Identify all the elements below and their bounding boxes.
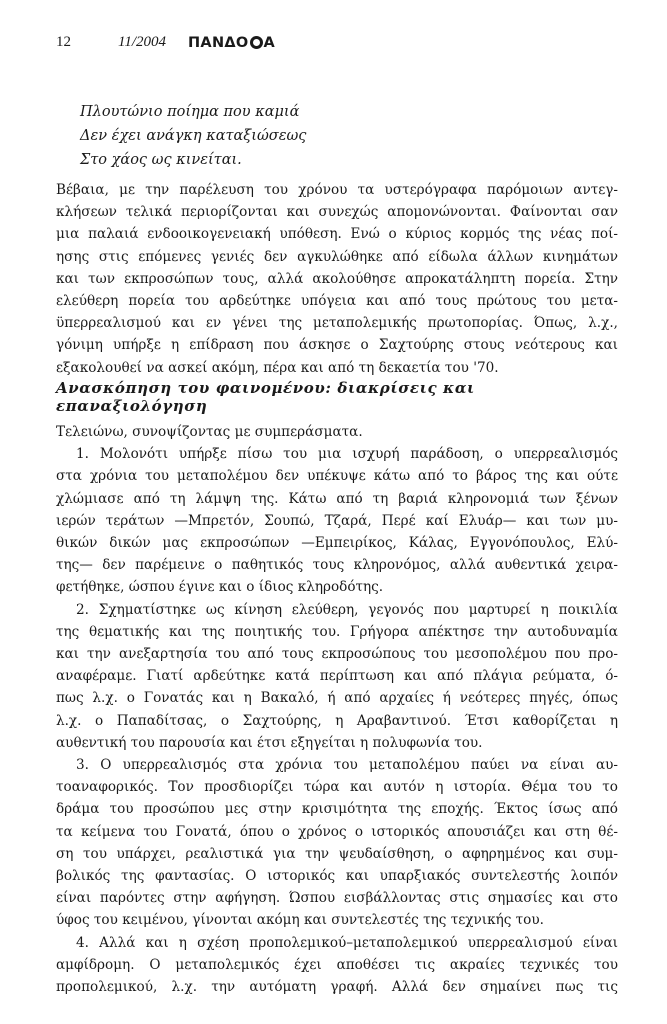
text-line: πως λ.χ. ο Γονατάς και η Βακαλό, ή από αρχαίες ή νεότερες πηγές, όπως (56, 690, 618, 707)
text-line: λ.χ. ο Παπαδίτσας, ο Σαχτούρης, η Αραβαντινού. Έτσι καθορίζεται η (56, 712, 618, 729)
poem-line: Πλουτώνιο ποίημα που καμιά (80, 104, 300, 120)
text-line: ιερών τεράτων —Μπρετόν, Σουπώ, Τζαρά, Περέ καί Ελυάρ— και των μυ- (56, 512, 618, 529)
text-line: της θεματικής και της ποιητικής του. Γρήγορα απέκτησε την αυτοδυναμία (56, 623, 618, 640)
text-line: τα κείμενα του Γονατά, όπου ο χρόνος ο ιστορικός απουσιάζει και στη θέ- (56, 823, 618, 840)
text-line: αυθεντική του παρουσία και έτσι εξηγείται η πολυφωνία του. (56, 734, 483, 751)
logo-ring-icon (250, 36, 263, 49)
text-line: στα χρόνια του μεταπολέμου δεν υπέκυψε κάτω από το βάρος της και ούτε (56, 468, 618, 485)
text-line: εξακολουθεί να ασκεί ακόμη, πέρα και από τη δεκαετία του '70. (56, 359, 499, 376)
text-line: είναι παρόντες στην αφήγηση. Ώσπου εισβάλλοντας στις σημασίες και στο (56, 890, 618, 907)
text-line: ησης στις επόμενες γενιές δεν αγκυλώθηκε από είδωλα άλλων κινημάτων (56, 248, 618, 265)
text-line: Βέβαια, με την παρέλευση του χρόνου τα υστερόγραφα παρόμοιων αντεγ- (56, 182, 618, 198)
paragraph-1 (56, 179, 618, 379)
text-line: δράμα του προσώπου μες στην κρισιμότητα της εποχής. Έκτος ίσως από (56, 801, 618, 818)
text-line: 4. Αλλά και η σχέση προπολεμικού–μεταπολεμικού υπερρεαλισμού είναι (76, 934, 618, 951)
text-line: και την ανεξαρτησία του από τους εκπροσώπους του μεσοπολέμου που προ- (56, 646, 618, 663)
poem-line: Δεν έχει ανάγκη καταξιώσεως (80, 128, 307, 144)
text-line: αναφέραμε. Γιατί αρδεύτηκε κατά περίπτωση και από πλάγια ρεύματα, ό- (56, 668, 618, 685)
issue-label: 11/2004 (118, 34, 167, 50)
text-line: κλήσεων τελικά περιορίζονται και συνεχώς απομονώνονται. Φαίνονται σαν (56, 204, 618, 221)
magazine-name-part-1: ΠΑΝΔΟ (188, 34, 249, 51)
poem-quote (80, 100, 306, 172)
text-line: και των εκπροσώπων τους, αλλά ακολούθησε απροκατάληπτη πορεία. Στην (56, 270, 618, 287)
text-line: τοαναφορικός. Τον προσδιορίζει τώρα και αυτόν η ιστορία. Θέμα του το (56, 779, 618, 796)
page-number: 12 (56, 34, 71, 50)
text-line: Τελειώνω, συνοψίζοντας με συμπεράσματα. (56, 424, 363, 440)
text-line: μια παλαιά ενδοοικογενειακή υπόθεση. Ενώ ο κύριος κορμός της νέας ποί- (56, 226, 618, 243)
text-line: χλώμιασε από τη λάμψη της. Κάτω από τη βαριά κληρονομιά των ξένων (56, 490, 618, 507)
text-line: 1. Μολονότι υπήρξε πίσω του μια ισχυρή παράδοση, ο υπερρεαλισμός (76, 446, 618, 463)
running-header (56, 34, 275, 51)
text-line: 3. Ο υπερρεαλισμός στα χρόνια του μεταπολέμου παύει να είναι αυ- (76, 757, 618, 774)
text-line: ϋπερρεαλισμού και εν γένει της μεταπολεμικής πρωτοπορίας. Όπως, λ.χ., (56, 315, 618, 332)
text-line: ύφος του κειμένου, γίνονται ακόμη και συντελεστές της τεχνικής του. (56, 912, 544, 929)
text-line: ελεύθερη πορεία του αρδεύτηκε υπόγεια και από τους πρώτους του μετα- (56, 293, 618, 310)
paragraph-2 (56, 421, 618, 998)
section-heading: Ανασκόπηση του φαινομένου: διακρίσεις και επαναξιολόγηση (56, 379, 475, 415)
magazine-logo (188, 35, 275, 51)
poem-line: Στο χάος ως κινείται. (80, 152, 242, 168)
text-line: θικών δικών μας εκπροσώπων —Εμπειρίκος, Κάλας, Εγγονόπουλος, Ελύ- (56, 535, 618, 552)
text-line: προπολεμικού, λ.χ. την αυτόματη γραφή. Αλλά δεν σημαίνει πως τις (56, 979, 618, 996)
text-line: αμφίδρομη. Ο μεταπολεμικός έχει αποθέσει τις ακραίες τεχνικές του (56, 956, 618, 973)
text-line: 2. Σχηματίστηκε ως κίνηση ελεύθερη, γεγονός που μαρτυρεί η ποικιλία (76, 601, 618, 618)
text-line: της— δεν παρέμεινε ο παθητικός τους κληρονόμος, αλλά αυθεντικά χειρα- (56, 557, 618, 574)
text-line: φετήθηκε, ώσπου έγινε και ο ίδιος κληροδότης. (56, 579, 384, 596)
text-line: βολικός της φαντασίας. Ο ιστορικός και υπαρξιακός συντελεστής λοιπόν (56, 868, 618, 885)
magazine-name-part-2: Α (263, 34, 276, 51)
text-line: ση του υπάρχει, ρεαλιστικά για την ψευδαίσθηση, ο αφηρημένος και συμ- (56, 845, 618, 862)
text-line: γόνιμη υπήρξε η επίδραση που άσκησε ο Σαχτούρης στους νεότερους και (56, 337, 618, 354)
